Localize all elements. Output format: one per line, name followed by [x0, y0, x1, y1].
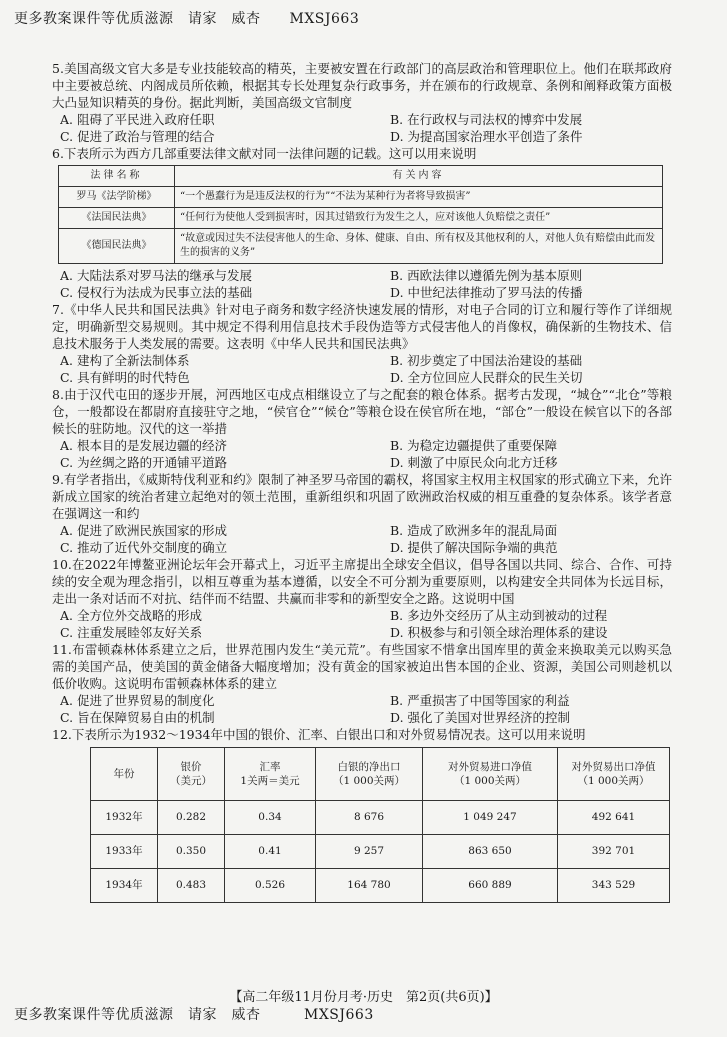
option-c: C. 促进了政治与管理的结合: [60, 129, 215, 144]
law-content-cell: “一个愚蠢行为是违反法权的行为”“不法为某种行为者将导致损害”: [175, 187, 663, 208]
table-cell: 863 650: [423, 835, 558, 869]
table-row: [91, 801, 670, 835]
question-stem: 5.美国高级文官大多是专业技能较高的精英，主要被安置在行政部门的高层政治和管理职位上。他们在联邦政府中主要被总统、内阁成员所依赖，根据其专长处理复杂行政事务，并在颁布的行政规章、条例和阐释政策方面极大凸显知识精英的身份。据此判断，美国高级文官制度: [52, 61, 672, 110]
option-list: [60, 692, 672, 726]
table-header-row: [91, 748, 670, 801]
option-list: [60, 352, 672, 386]
table-header-row: [59, 166, 663, 187]
header-cell: 有关内容: [175, 166, 663, 187]
law-content-cell: “任何行为使他人受到损害时，因其过错致行为发生之人，应对该他人负赔偿之责任”: [175, 208, 663, 229]
option-c: C. 注重发展睦邻友好关系: [60, 625, 203, 640]
question-7: [52, 301, 672, 386]
option-b: B. 为稳定边疆提供了重要保障: [390, 438, 558, 453]
table-cell: 0.483: [158, 869, 225, 903]
table-cell: 0.282: [158, 801, 225, 835]
question-stem: 10.在2022年博鳌亚洲论坛年会开幕式上，习近平主席提出全球安全倡议，倡导各国以共同、综合、合作、可持续的安全观为理念指引，以相互尊重为基本遵循，以安全不可分割为重要原则，以构建安全共同体为长远目标，走出一条对话而不对抗、结伴而不结盟、共赢而非零和的新型安全之路。这说明中国: [52, 557, 672, 606]
table-cell: 492 641: [558, 801, 670, 835]
header-cell: 汇率 1关两＝美元: [225, 748, 316, 801]
question-stem: 12.下表所示为1932～1934年中国的银价、汇率、白银出口和对外贸易情况表。这可以用来说明: [52, 727, 586, 742]
option-b: B. 造成了欧洲多年的混乱局面: [390, 523, 558, 538]
table-row: [59, 187, 663, 208]
table-cell: 1934年: [91, 869, 158, 903]
top-banner: 更多教案课件等优质滋源 请家 威杏 MXSJ663: [14, 11, 360, 27]
question-10: [52, 556, 672, 641]
table-cell: 1933年: [91, 835, 158, 869]
option-d: D. 为提高国家治理水平创造了条件: [390, 129, 583, 144]
option-d: D. 中世纪法律推动了罗马法的传播: [390, 285, 583, 300]
law-content-cell: “故意或因过失不法侵害他人的生命、身体、健康、自由、所有权及其他权利的人，对他人负有赔偿由此而发生的损害的义务”: [175, 229, 663, 264]
law-name-cell: 罗马《法学阶梯》: [59, 187, 175, 208]
question-11: [52, 641, 672, 726]
question-stem: 7.《中华人民共和国民法典》针对电子商务和数字经济快速发展的情形，对电子合同的订立和履行等作了详细规定，明确新型交易规则。其中规定不得利用信息技术手段伪造等方式侵害他人的肖像权，确保新的生物技术、信息技术服务于人类发展的需要。这表明《中华人民共和国民法典》: [52, 302, 672, 351]
table-cell: 660 889: [423, 869, 558, 903]
header-cell: 对外贸易进口净值 （1 000关两）: [423, 748, 558, 801]
law-name-cell: 《法国民法典》: [59, 208, 175, 229]
question-stem: 11.布雷顿森林体系建立之后，世界范围内发生“美元荒”。有些国家不惜拿出国库里的黄金来换取美元以购买急需的美国产品，使美国的黄金储备大幅度增加；没有黄金的国家被迫出售本国的企业、资源，美国公司则趁机以低价收购。这说明布雷顿森林体系的建立: [52, 642, 672, 691]
option-a: A. 促进了世界贸易的制度化: [60, 693, 215, 708]
table-cell: 0.41: [225, 835, 316, 869]
option-list: [60, 111, 672, 145]
option-b: B. 在行政权与司法权的博弈中发展: [390, 112, 583, 127]
table-cell: 1 049 247: [423, 801, 558, 835]
option-d: D. 全方位回应人民群众的民生关切: [390, 370, 583, 385]
option-b: B. 西欧法律以遵循先例为基本原则: [390, 268, 583, 283]
question-stem: 6.下表所示为西方几部重要法律文献对同一法律问题的记载。这可以用来说明: [52, 146, 477, 161]
table-cell: 164 780: [316, 869, 423, 903]
question-9: [52, 471, 672, 556]
option-c: C. 为丝绸之路的开通铺平道路: [60, 455, 228, 470]
option-b: B. 初步奠定了中国法治建设的基础: [390, 353, 583, 368]
table-cell: 392 701: [558, 835, 670, 869]
table-row: [59, 208, 663, 229]
option-a: A. 根本目的是发展边疆的经济: [60, 438, 227, 453]
option-c: C. 侵权行为法成为民事立法的基础: [60, 285, 253, 300]
option-d: D. 积极参与和引领全球治理体系的建设: [390, 625, 608, 640]
option-b: B. 严重损害了中国等国家的利益: [390, 693, 570, 708]
law-name-cell: 《德国民法典》: [59, 229, 175, 264]
option-a: A. 促进了欧洲民族国家的形成: [60, 523, 227, 538]
question-12: [52, 726, 672, 903]
header-cell: 白银的净出口 （1 000关两）: [316, 748, 423, 801]
table-cell: 0.350: [158, 835, 225, 869]
question-content: [52, 60, 672, 903]
option-a: A. 建构了全新法制体系: [60, 353, 190, 368]
option-c: C. 推动了近代外交制度的确立: [60, 540, 228, 555]
option-list: [60, 607, 672, 641]
table-cell: 0.526: [225, 869, 316, 903]
page-footer: 【高二年级11月份月考·历史 第2页(共6页)】: [229, 990, 498, 1005]
header-cell: 银价 （美元）: [158, 748, 225, 801]
option-d: D. 刺激了中原民众向北方迁移: [390, 455, 558, 470]
table-cell: 0.34: [225, 801, 316, 835]
option-list: [60, 437, 672, 471]
question-5: [52, 60, 672, 145]
option-d: D. 提供了解决国际争端的典范: [390, 540, 558, 555]
table-row: [59, 229, 663, 264]
option-c: C. 旨在保障贸易自由的机制: [60, 710, 215, 725]
question-stem: 9.有学者指出，《威斯特伐利亚和约》限制了神圣罗马帝国的霸权，将国家主权用主权国家的形式确立下来，允许新成立国家的统治者建立起绝对的领土范围，重新组织和巩固了欧洲政治权威的相互重叠的复杂体系。该学者意在强调这一和约: [52, 472, 672, 521]
header-cell: 年份: [91, 748, 158, 801]
trade-table: [90, 747, 670, 903]
header-cell: 对外贸易出口净值 （1 000关两）: [558, 748, 670, 801]
option-list: [60, 267, 672, 301]
header-cell: 法律名称: [59, 166, 175, 187]
question-8: [52, 386, 672, 471]
table-cell: 9 257: [316, 835, 423, 869]
bottom-banner: 更多教案课件等优质滋源 请家 威杏 MXSJ663: [14, 1007, 374, 1023]
question-stem: 8.由于汉代屯田的逐步开展，河西地区屯戍点相继设立了与之配套的粮仓体系。据考古发现，“城仓”“北仓”等粮仓，一般都设在都尉府直接驻守之地，“侯官仓”“候仓”等粮仓设在侯官所在地，“部仓”一般设在候官以下的各部候长的驻防地。汉代的这一举措: [52, 387, 672, 436]
table-row: [91, 869, 670, 903]
law-table: [58, 165, 663, 264]
table-row: [91, 835, 670, 869]
option-list: [60, 522, 672, 556]
option-a: A. 阻碍了平民进入政府任职: [60, 112, 215, 127]
table-cell: 1932年: [91, 801, 158, 835]
option-a: A. 全方位外交战略的形成: [60, 608, 202, 623]
table-cell: 8 676: [316, 801, 423, 835]
option-b: B. 多边外交经历了从主动到被动的过程: [390, 608, 608, 623]
option-d: D. 强化了美国对世界经济的控制: [390, 710, 571, 725]
option-c: C. 具有鲜明的时代特色: [60, 370, 190, 385]
question-6: [52, 145, 672, 301]
table-cell: 343 529: [558, 869, 670, 903]
option-a: A. 大陆法系对罗马法的继承与发展: [60, 268, 252, 283]
